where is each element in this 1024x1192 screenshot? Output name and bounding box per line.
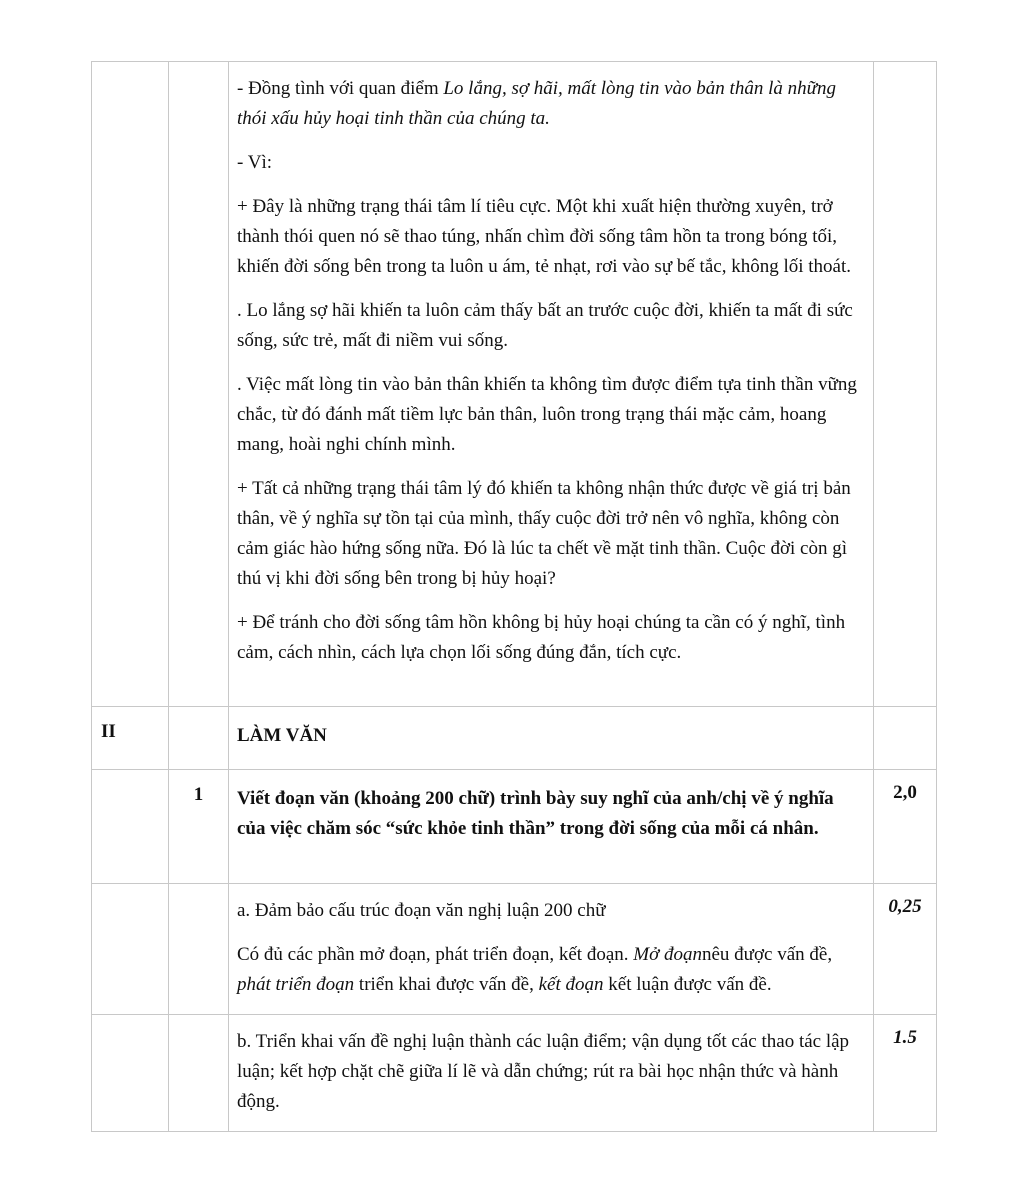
content-cell bbox=[229, 1015, 874, 1132]
score-cell bbox=[874, 770, 937, 884]
agreement-paragraph: - Đồng tình với quan điểm Lo lắng, sợ hãi, mất lòng tin vào bản thân là những thói xấu hủy hoại tinh thần của chúng ta. bbox=[237, 78, 836, 129]
table-row bbox=[92, 707, 937, 770]
table-row bbox=[92, 770, 937, 884]
content-cell bbox=[229, 707, 874, 770]
score-cell bbox=[874, 1015, 937, 1132]
part-cell bbox=[92, 1015, 169, 1132]
reason-paragraph-2: . Lo lắng sợ hãi khiến ta luôn cảm thấy bất an trước cuộc đời, khiến ta mất đi sức sống, sức trẻ, mất đi niềm vui sống. bbox=[237, 300, 853, 351]
table-row bbox=[92, 884, 937, 1015]
content-cell bbox=[229, 770, 874, 884]
reason-paragraph-4: + Tất cả những trạng thái tâm lý đó khiến ta không nhận thức được về giá trị bản thân, về ý nghĩa sự tồn tại của mình, thấy cuộc đời trở nên vô nghĩa, không còn cảm giác hào hứng sống nữa. Đó là lúc ta chết về mặt tinh thần. Cuộc đời còn gì thú vị khi đời sống bên trong bị hủy hoại? bbox=[237, 478, 851, 589]
question-number: 1 bbox=[193, 784, 204, 805]
reason-intro: - Vì: bbox=[237, 152, 273, 173]
table-row bbox=[92, 1015, 937, 1132]
criterion-b-score: 1.5 bbox=[893, 1027, 917, 1048]
part-cell bbox=[92, 770, 169, 884]
question-score: 2,0 bbox=[893, 782, 917, 803]
content-cell bbox=[229, 884, 874, 1015]
reason-paragraph-5: + Để tránh cho đời sống tâm hồn không bị hủy hoại chúng ta cần có ý nghĩ, tình cảm, cách nhìn, cách lựa chọn lối sống đúng đắn, tích cực. bbox=[237, 612, 846, 663]
reason-paragraph-3: . Việc mất lòng tin vào bản thân khiến ta không tìm được điểm tựa tinh thần vững chắc, từ đó đánh mất tiềm lực bản thân, luôn trong trạng thái mặc cảm, hoang mang, hoài nghi chính mình. bbox=[237, 374, 857, 455]
section-roman-numeral: II bbox=[101, 721, 116, 742]
content-cell bbox=[229, 62, 874, 707]
answer-key-table bbox=[91, 61, 937, 1132]
criterion-b-text: b. Triển khai vấn đề nghị luận thành các luận điểm; vận dụng tốt các thao tác lập luận; kết hợp chặt chẽ giữa lí lẽ và dẫn chứng; rút ra bài học nhận thức và hành động. bbox=[237, 1031, 850, 1112]
criterion-a-body: Có đủ các phần mở đoạn, phát triển đoạn, kết đoạn. Mở đoạnnêu được vấn đề, phát triển đoạn triển khai được vấn đề, kết đoạn kết luận được vấn đề. bbox=[237, 944, 833, 995]
section-title: LÀM VĂN bbox=[237, 725, 327, 746]
question-prompt: Viết đoạn văn (khoảng 200 chữ) trình bày suy nghĩ của anh/chị về ý nghĩa của việc chăm sóc “sức khỏe tinh thần” trong đời sống của mỗi cá nhân. bbox=[237, 788, 834, 839]
question-cell bbox=[169, 884, 229, 1015]
quoted-viewpoint: Lo lắng, sợ hãi, mất lòng tin vào bản thân là những thói xấu hủy hoại tinh thần của chúng ta. bbox=[237, 78, 836, 129]
question-cell bbox=[169, 62, 229, 707]
score-cell bbox=[874, 62, 937, 707]
table-row bbox=[92, 62, 937, 707]
reason-paragraph-1: + Đây là những trạng thái tâm lí tiêu cực. Một khi xuất hiện thường xuyên, trở thành thói quen nó sẽ thao túng, nhấn chìm đời sống tâm hồn ta trong bóng tối, khiến đời sống bên trong ta luôn u ám, tẻ nhạt, rơi vào sự bế tắc, không lối thoát. bbox=[237, 196, 852, 277]
part-cell bbox=[92, 884, 169, 1015]
score-cell bbox=[874, 884, 937, 1015]
question-cell bbox=[169, 707, 229, 770]
criterion-a-title: a. Đảm bảo cấu trúc đoạn văn nghị luận 200 chữ bbox=[237, 900, 606, 921]
criterion-a-score: 0,25 bbox=[888, 896, 922, 917]
part-cell bbox=[92, 707, 169, 770]
part-cell bbox=[92, 62, 169, 707]
question-cell bbox=[169, 1015, 229, 1132]
score-cell bbox=[874, 707, 937, 770]
question-cell bbox=[169, 770, 229, 884]
